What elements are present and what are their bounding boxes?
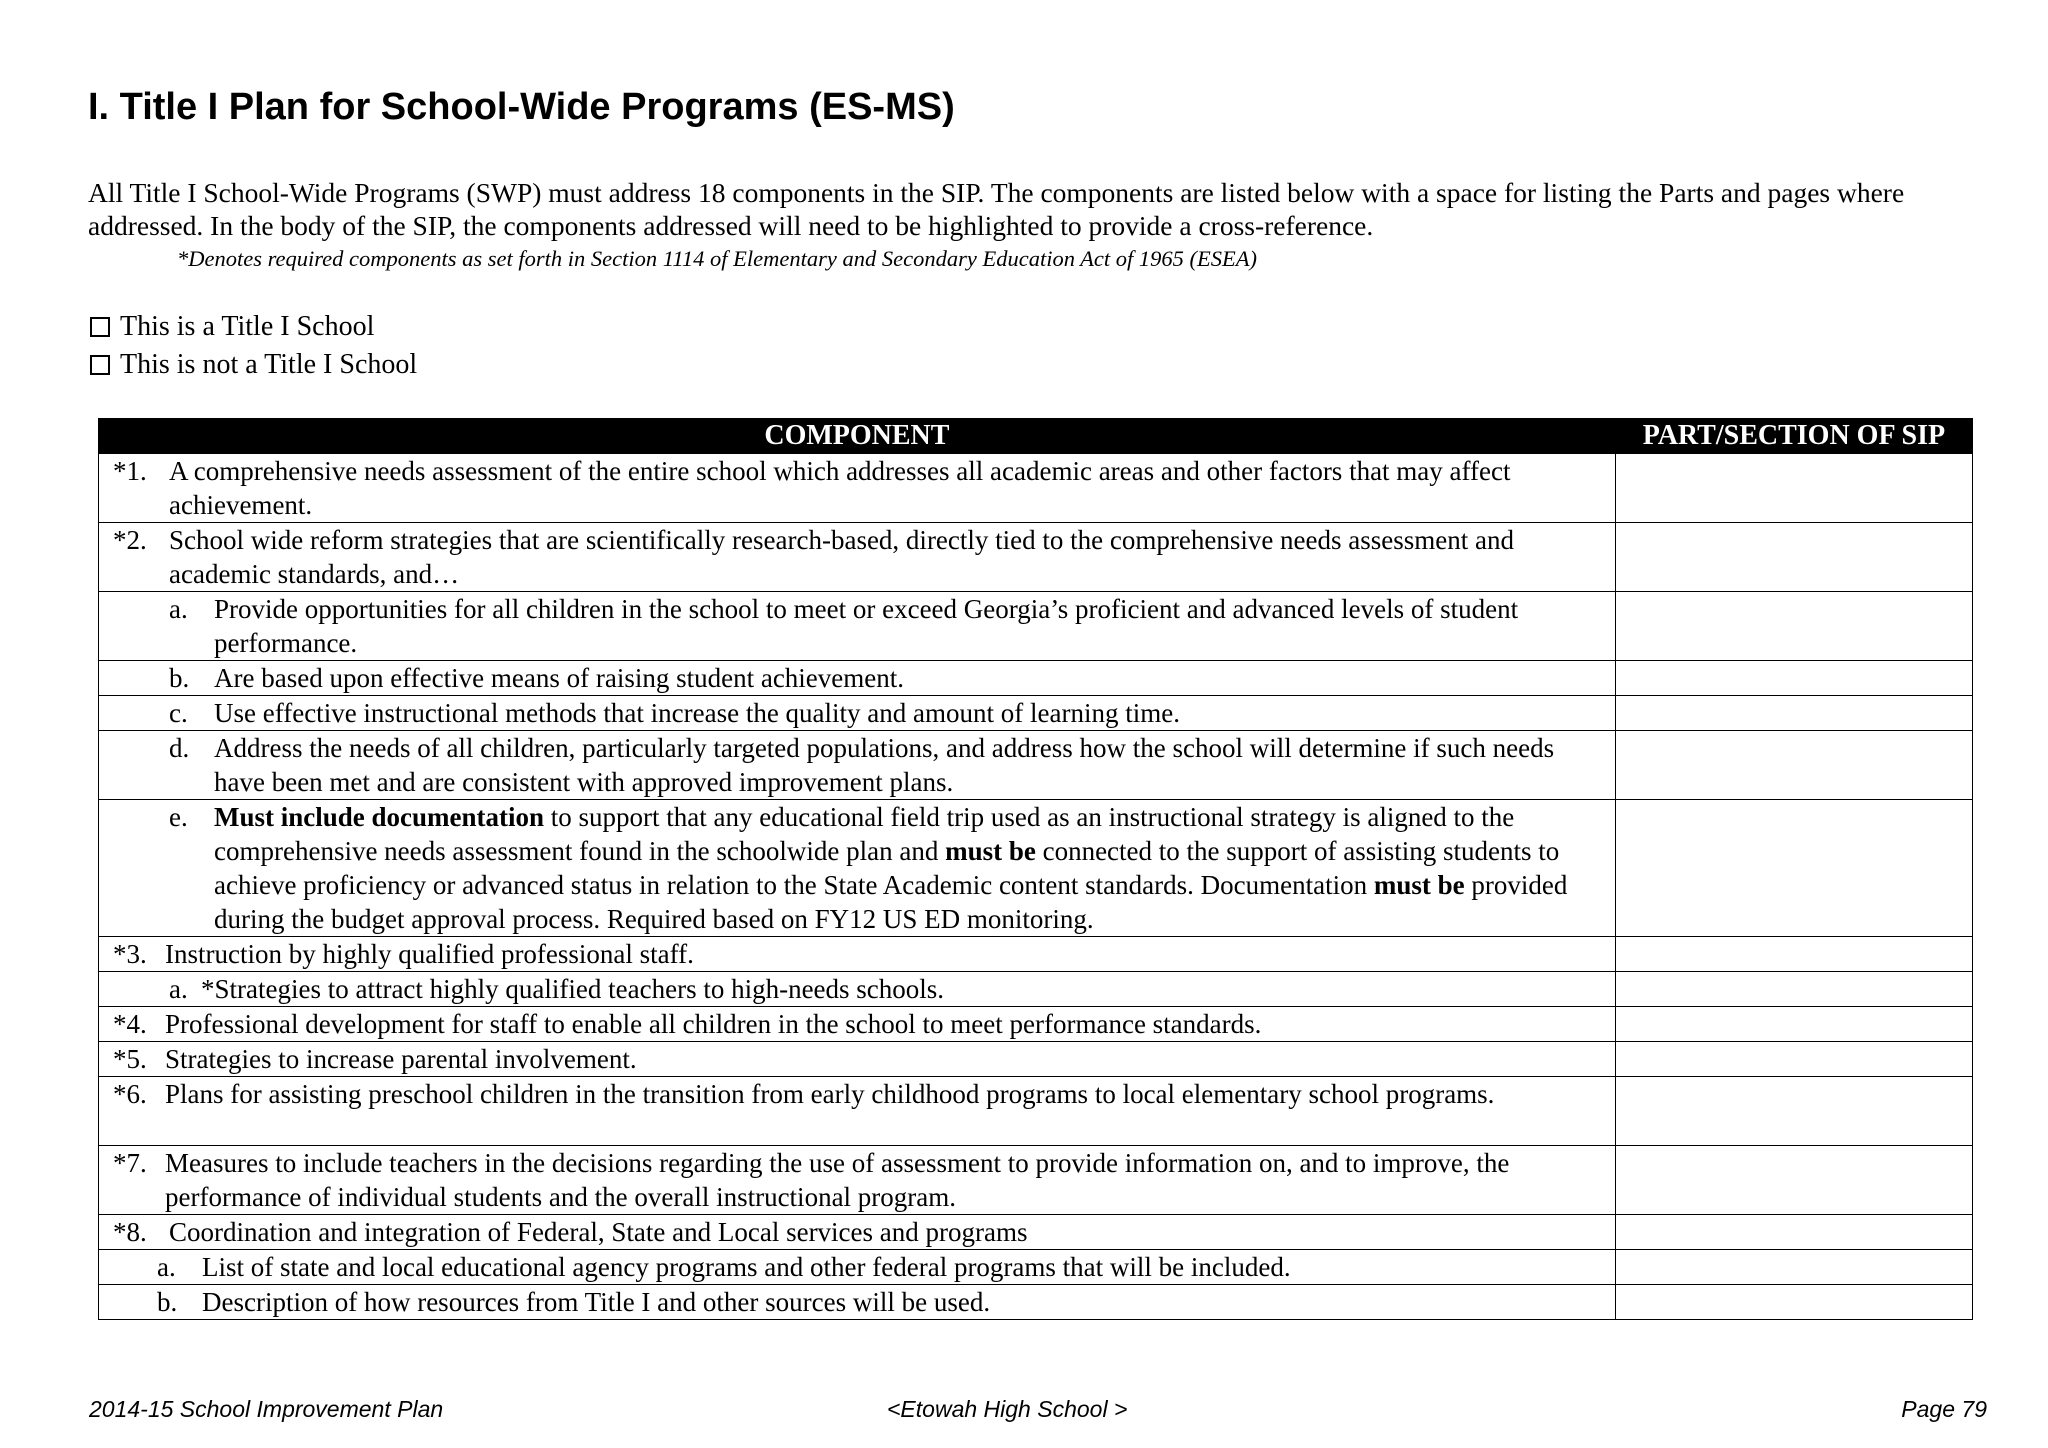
component-number: *5. [113, 1044, 147, 1074]
emphasis-text: must be [1373, 870, 1465, 900]
component-text: Professional development for staff to enable all children in the school to meet performance standards. [165, 1009, 1262, 1039]
header-part-section: PART/SECTION OF SIP [1615, 419, 1972, 454]
page-title: I. Title I Plan for School-Wide Programs (ES-MS) [88, 86, 955, 128]
intro-paragraph: All Title I School-Wide Programs (SWP) must address 18 components in the SIP. The components are listed below with a space for listing the Parts and pages where addressed. In the body of the SIP, the components addressed will need to be highlighted to provide a cross-reference. [88, 177, 1905, 241]
component-text: *Strategies to attract highly qualified teachers to high-needs schools. [201, 974, 945, 1004]
checkbox-box[interactable] [90, 355, 110, 375]
part-section-cell[interactable] [1615, 1007, 1972, 1042]
table-row [99, 1285, 1973, 1320]
component-text: Are based upon effective means of raising student achievement. [214, 663, 905, 693]
part-section-cell[interactable] [1615, 661, 1972, 696]
part-section-cell[interactable] [1615, 523, 1972, 592]
checkbox-label: This is not a Title I School [120, 349, 418, 380]
checkbox-not-title-i-school[interactable] [90, 349, 417, 381]
footer-school-name: <Etowah High School > [887, 1396, 1128, 1422]
emphasis-text: Must include documentation [214, 802, 545, 832]
footer-plan-title: 2014-15 School Improvement Plan [89, 1396, 444, 1422]
header-component: COMPONENT [99, 419, 1616, 454]
component-number: e. [169, 802, 188, 832]
component-text: Strategies to increase parental involvement. [165, 1044, 637, 1074]
table-row [99, 1146, 1973, 1215]
part-section-cell[interactable] [1615, 696, 1972, 731]
component-number: *7. [113, 1148, 147, 1178]
table-row [99, 1250, 1973, 1285]
table-row [99, 523, 1973, 592]
table-row [99, 731, 1973, 800]
checkbox-box[interactable] [90, 317, 110, 337]
table-row [99, 1042, 1973, 1077]
component-text: to support that any educational field trip used as an instructional strategy is aligned to the comprehensive needs assessment found in the schoolwide plan and [214, 802, 1515, 866]
table-row [99, 661, 1973, 696]
component-number: b. [157, 1287, 178, 1317]
part-section-cell[interactable] [1615, 800, 1972, 937]
component-number: *2. [113, 525, 147, 555]
component-number: d. [169, 733, 190, 763]
component-number: *3. [113, 939, 147, 969]
footer-page-number: Page 79 [1901, 1396, 1987, 1422]
part-section-cell[interactable] [1615, 937, 1972, 972]
part-section-cell[interactable] [1615, 454, 1972, 523]
component-text: A comprehensive needs assessment of the entire school which addresses all academic areas and other factors that may affect achievement. [169, 456, 1511, 520]
component-number: *8. [113, 1217, 147, 1247]
table-row [99, 972, 1973, 1007]
table-row [99, 937, 1973, 972]
part-section-cell[interactable] [1615, 1042, 1972, 1077]
part-section-cell[interactable] [1615, 592, 1972, 661]
table-row [99, 1215, 1973, 1250]
checkbox-label: This is a Title I School [120, 311, 375, 342]
component-text: School wide reform strategies that are scientifically research-based, directly tied to the comprehensive needs assessment and academic standards, and… [169, 525, 1515, 589]
component-number: *1. [113, 456, 147, 486]
component-text: Coordination and integration of Federal, State and Local services and programs [169, 1217, 1028, 1247]
component-number: a. [157, 1252, 176, 1282]
required-components-note: *Denotes required components as set forth in Section 1114 of Elementary and Secondary Education Act of 1965 (ESEA) [177, 246, 1257, 271]
component-number: b. [169, 663, 190, 693]
part-section-cell[interactable] [1615, 1250, 1972, 1285]
part-section-cell[interactable] [1615, 972, 1972, 1007]
part-section-cell[interactable] [1615, 1077, 1972, 1146]
component-number: a. [169, 594, 188, 624]
component-text: provided during the budget approval process. Required based on FY12 US ED monitoring. [214, 870, 1568, 934]
table-row [99, 454, 1973, 523]
part-section-cell[interactable] [1615, 1215, 1972, 1250]
components-table [98, 418, 1973, 1320]
component-text: Provide opportunities for all children in the school to meet or exceed Georgia’s proficient and advanced levels of student performance. [214, 594, 1519, 658]
table-row [99, 696, 1973, 731]
component-text: Description of how resources from Title I and other sources will be used. [202, 1287, 991, 1317]
component-text: connected to the support of assisting students to achieve proficiency or advanced status in relation to the State Academic content standards. Documentation [214, 836, 1560, 900]
component-number: *4. [113, 1009, 147, 1039]
component-number: c. [169, 698, 188, 728]
table-header-row [99, 419, 1973, 454]
component-number: a. [169, 974, 188, 1004]
part-section-cell[interactable] [1615, 731, 1972, 800]
component-text: Measures to include teachers in the decisions regarding the use of assessment to provide information on, and to improve, the performance of individual students and the overall instructional program. [165, 1148, 1510, 1212]
table-row [99, 592, 1973, 661]
part-section-cell[interactable] [1615, 1146, 1972, 1215]
component-text: Address the needs of all children, particularly targeted populations, and address how the school will determine if such needs have been met and are consistent with approved improvement plans. [214, 733, 1555, 797]
component-text: List of state and local educational agency programs and other federal programs that will be included. [202, 1252, 1291, 1282]
component-text: Instruction by highly qualified professional staff. [165, 939, 694, 969]
component-text: Plans for assisting preschool children in the transition from early childhood programs to local elementary school programs. [165, 1079, 1495, 1109]
table-row [99, 1007, 1973, 1042]
component-text: Use effective instructional methods that increase the quality and amount of learning time. [214, 698, 1180, 728]
part-section-cell[interactable] [1615, 1285, 1972, 1320]
table-row [99, 800, 1973, 937]
checkbox-title-i-school[interactable] [90, 311, 374, 343]
component-number: *6. [113, 1079, 147, 1109]
table-row [99, 1077, 1973, 1146]
emphasis-text: must be [945, 836, 1036, 866]
